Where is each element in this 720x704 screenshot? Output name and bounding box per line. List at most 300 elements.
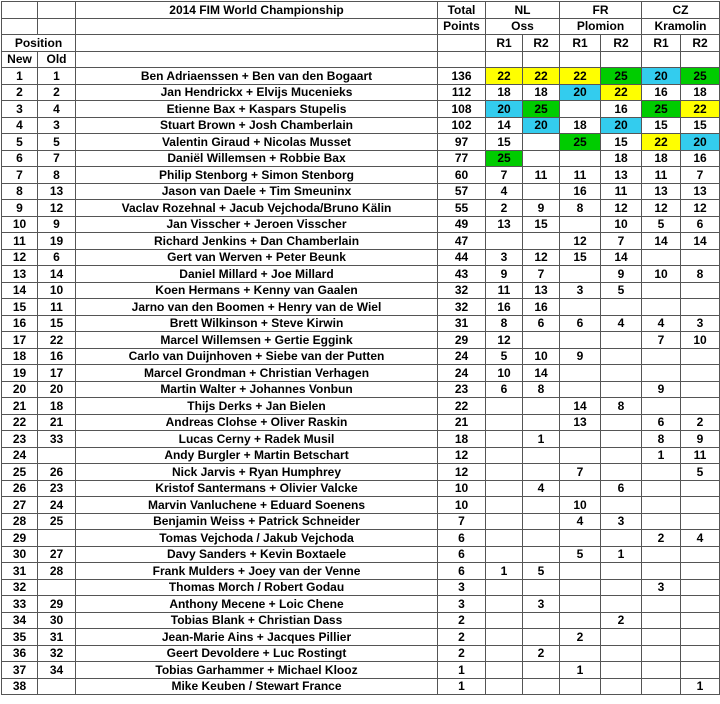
team-name-cell: Thomas Morch / Robert Godau xyxy=(76,579,438,596)
table-row xyxy=(2,216,720,233)
fr-r2-points-cell: 7 xyxy=(601,233,642,250)
total-points-cell: 12 xyxy=(438,464,486,481)
new-position-cell: 10 xyxy=(2,216,38,233)
old-position-cell xyxy=(38,447,76,464)
nl-r1-points-cell: 12 xyxy=(486,332,523,349)
cz-r1-points-cell: 5 xyxy=(642,216,681,233)
cz-r2-points-cell: 1 xyxy=(681,678,720,695)
team-name-cell: Kristof Santermans + Olivier Valcke xyxy=(76,480,438,497)
nl-r1-points-cell: 25 xyxy=(486,150,523,167)
team-name-cell: Benjamin Weiss + Patrick Schneider xyxy=(76,513,438,530)
cz-r1-points-cell: 16 xyxy=(642,84,681,101)
cz-r1-points-cell: 2 xyxy=(642,530,681,547)
table-row xyxy=(2,117,720,134)
team-name-cell: Tomas Vejchoda / Jakub Vejchoda xyxy=(76,530,438,547)
cz-r1-points-cell xyxy=(642,546,681,563)
total-points-cell: 32 xyxy=(438,282,486,299)
table-row xyxy=(2,530,720,547)
header-blank xyxy=(681,51,720,68)
nl-r1-points-cell: 5 xyxy=(486,348,523,365)
nl-r2-points-cell xyxy=(523,233,560,250)
fr-r2-points-cell: 6 xyxy=(601,480,642,497)
old-position-cell: 11 xyxy=(38,299,76,316)
fr-r1-points-cell: 14 xyxy=(560,398,601,415)
nl-r1-points-cell: 8 xyxy=(486,315,523,332)
table-row xyxy=(2,381,720,398)
cz-r2-points-cell: 20 xyxy=(681,134,720,151)
header-blank xyxy=(601,51,642,68)
team-name-cell: Daniël Willemsen + Robbie Bax xyxy=(76,150,438,167)
cz-r1-points-cell: 6 xyxy=(642,414,681,431)
nl-r2-points-cell xyxy=(523,134,560,151)
cz-r2-points-cell xyxy=(681,546,720,563)
nl-r2-points-cell xyxy=(523,546,560,563)
team-name-cell: Davy Sanders + Kevin Boxtaele xyxy=(76,546,438,563)
nl-r2-points-cell: 12 xyxy=(523,249,560,266)
nl-r2-points-cell xyxy=(523,150,560,167)
fr-r1-header: R1 xyxy=(560,35,601,52)
total-points-cell: 22 xyxy=(438,398,486,415)
table-row xyxy=(2,84,720,101)
nl-r1-points-cell xyxy=(486,480,523,497)
fr-r2-points-cell: 25 xyxy=(601,68,642,85)
cz-r2-points-cell xyxy=(681,579,720,596)
nl-r1-points-cell xyxy=(486,414,523,431)
cz-r1-points-cell xyxy=(642,464,681,481)
fr-r2-points-cell xyxy=(601,497,642,514)
cz-r1-points-cell xyxy=(642,662,681,679)
fr-r1-points-cell: 15 xyxy=(560,249,601,266)
cz-r2-points-cell: 8 xyxy=(681,266,720,283)
nl-r2-points-cell: 2 xyxy=(523,645,560,662)
cz-r2-points-cell: 22 xyxy=(681,101,720,118)
position-header: Position xyxy=(2,35,76,52)
fr-country-header: FR xyxy=(560,2,642,19)
team-name-cell: Thijs Derks + Jan Bielen xyxy=(76,398,438,415)
fr-r1-points-cell: 5 xyxy=(560,546,601,563)
new-position-cell: 21 xyxy=(2,398,38,415)
fr-r2-points-cell xyxy=(601,678,642,695)
nl-r2-points-cell xyxy=(523,398,560,415)
fr-r1-points-cell xyxy=(560,299,601,316)
old-position-cell: 22 xyxy=(38,332,76,349)
total-points-cell: 49 xyxy=(438,216,486,233)
nl-r1-points-cell xyxy=(486,398,523,415)
cz-r2-header: R2 xyxy=(681,35,720,52)
cz-r1-points-cell: 13 xyxy=(642,183,681,200)
fr-r2-points-cell xyxy=(601,381,642,398)
new-position-cell: 35 xyxy=(2,629,38,646)
table-row xyxy=(2,365,720,382)
cz-r2-points-cell: 7 xyxy=(681,167,720,184)
new-position-cell: 18 xyxy=(2,348,38,365)
cz-r2-points-cell xyxy=(681,645,720,662)
fr-r1-points-cell xyxy=(560,150,601,167)
nl-r2-points-cell: 1 xyxy=(523,431,560,448)
old-position-cell: 32 xyxy=(38,645,76,662)
nl-r1-points-cell xyxy=(486,579,523,596)
fr-r1-points-cell xyxy=(560,365,601,382)
fr-r1-points-cell: 6 xyxy=(560,315,601,332)
total-points-cell: 24 xyxy=(438,348,486,365)
total-points-cell: 24 xyxy=(438,365,486,382)
fr-r1-points-cell: 4 xyxy=(560,513,601,530)
team-name-cell: Jan Visscher + Jeroen Visscher xyxy=(76,216,438,233)
old-position-cell: 29 xyxy=(38,596,76,613)
cz-r2-points-cell: 2 xyxy=(681,414,720,431)
team-name-cell: Anthony Mecene + Loic Chene xyxy=(76,596,438,613)
team-name-cell: Lucas Cerny + Radek Musil xyxy=(76,431,438,448)
fr-r2-points-cell: 13 xyxy=(601,167,642,184)
fr-r1-points-cell: 20 xyxy=(560,84,601,101)
cz-r2-points-cell xyxy=(681,596,720,613)
standings-table xyxy=(1,1,720,695)
cz-r2-points-cell xyxy=(681,480,720,497)
fr-r1-points-cell: 16 xyxy=(560,183,601,200)
cz-r1-points-cell: 25 xyxy=(642,101,681,118)
old-position-cell: 24 xyxy=(38,497,76,514)
total-points-cell: 12 xyxy=(438,447,486,464)
new-position-cell: 37 xyxy=(2,662,38,679)
fr-r2-points-cell xyxy=(601,414,642,431)
nl-r1-points-cell xyxy=(486,530,523,547)
new-position-cell: 16 xyxy=(2,315,38,332)
total-points-cell: 6 xyxy=(438,563,486,580)
table-row xyxy=(2,480,720,497)
cz-r2-points-cell xyxy=(681,612,720,629)
new-position-cell: 2 xyxy=(2,84,38,101)
team-name-cell: Jason van Daele + Tim Smeuninx xyxy=(76,183,438,200)
cz-r2-points-cell: 11 xyxy=(681,447,720,464)
nl-r1-points-cell: 6 xyxy=(486,381,523,398)
header-blank xyxy=(38,2,76,19)
nl-r2-points-cell: 15 xyxy=(523,216,560,233)
header-blank xyxy=(438,35,486,52)
fr-r2-points-cell: 18 xyxy=(601,150,642,167)
old-position-cell xyxy=(38,530,76,547)
nl-r2-points-cell xyxy=(523,662,560,679)
cz-r2-points-cell xyxy=(681,662,720,679)
team-name-cell: Tobias Blank + Christian Dass xyxy=(76,612,438,629)
cz-r1-points-cell: 20 xyxy=(642,68,681,85)
cz-r1-points-cell: 18 xyxy=(642,150,681,167)
team-name-cell: Richard Jenkins + Dan Chamberlain xyxy=(76,233,438,250)
table-row xyxy=(2,266,720,283)
old-position-cell: 15 xyxy=(38,315,76,332)
cz-r2-points-cell xyxy=(681,513,720,530)
new-position-cell: 13 xyxy=(2,266,38,283)
fr-r2-points-cell: 11 xyxy=(601,183,642,200)
header-blank xyxy=(642,51,681,68)
fr-r2-points-cell xyxy=(601,464,642,481)
fr-r1-points-cell xyxy=(560,563,601,580)
nl-r1-points-cell xyxy=(486,431,523,448)
table-row xyxy=(2,200,720,217)
old-header: Old xyxy=(38,51,76,68)
nl-r1-header: R1 xyxy=(486,35,523,52)
nl-r1-points-cell xyxy=(486,447,523,464)
cz-r1-points-cell: 7 xyxy=(642,332,681,349)
fr-r2-points-cell: 5 xyxy=(601,282,642,299)
nl-r1-points-cell: 14 xyxy=(486,117,523,134)
total-points-cell: 44 xyxy=(438,249,486,266)
nl-r2-points-cell xyxy=(523,497,560,514)
nl-r2-points-cell: 5 xyxy=(523,563,560,580)
nl-r2-points-cell: 6 xyxy=(523,315,560,332)
standings-body xyxy=(2,68,720,695)
team-name-cell: Nick Jarvis + Ryan Humphrey xyxy=(76,464,438,481)
new-position-cell: 15 xyxy=(2,299,38,316)
team-name-cell: Mike Keuben / Stewart France xyxy=(76,678,438,695)
table-row xyxy=(2,68,720,85)
fr-r1-points-cell xyxy=(560,266,601,283)
new-position-cell: 34 xyxy=(2,612,38,629)
old-position-cell: 13 xyxy=(38,183,76,200)
table-row xyxy=(2,612,720,629)
cz-r2-points-cell: 4 xyxy=(681,530,720,547)
fr-r1-points-cell xyxy=(560,612,601,629)
cz-r1-points-cell xyxy=(642,678,681,695)
fr-r2-points-cell: 3 xyxy=(601,513,642,530)
new-position-cell: 36 xyxy=(2,645,38,662)
fr-r1-points-cell xyxy=(560,447,601,464)
cz-r1-points-cell xyxy=(642,645,681,662)
total-points-cell: 102 xyxy=(438,117,486,134)
nl-r1-points-cell xyxy=(486,497,523,514)
nl-r2-points-cell: 10 xyxy=(523,348,560,365)
team-name-cell: Brett Wilkinson + Steve Kirwin xyxy=(76,315,438,332)
nl-r2-points-cell: 7 xyxy=(523,266,560,283)
fr-r2-points-cell: 4 xyxy=(601,315,642,332)
total-points-cell: 57 xyxy=(438,183,486,200)
nl-r2-points-cell xyxy=(523,513,560,530)
old-position-cell: 18 xyxy=(38,398,76,415)
team-name-cell: Philip Stenborg + Simon Stenborg xyxy=(76,167,438,184)
new-position-cell: 25 xyxy=(2,464,38,481)
cz-r2-points-cell xyxy=(681,381,720,398)
new-position-cell: 14 xyxy=(2,282,38,299)
fr-r1-points-cell xyxy=(560,381,601,398)
old-position-cell: 23 xyxy=(38,480,76,497)
nl-r2-points-cell xyxy=(523,530,560,547)
cz-r2-points-cell xyxy=(681,348,720,365)
nl-r1-points-cell xyxy=(486,546,523,563)
total-points-cell: 23 xyxy=(438,381,486,398)
table-row xyxy=(2,546,720,563)
table-row xyxy=(2,497,720,514)
fr-r1-points-cell: 8 xyxy=(560,200,601,217)
cz-r1-points-cell: 10 xyxy=(642,266,681,283)
cz-r2-points-cell xyxy=(681,249,720,266)
new-position-cell: 28 xyxy=(2,513,38,530)
fr-r1-points-cell: 18 xyxy=(560,117,601,134)
old-position-cell: 20 xyxy=(38,381,76,398)
fr-r1-points-cell xyxy=(560,645,601,662)
nl-r1-points-cell xyxy=(486,464,523,481)
old-position-cell: 3 xyxy=(38,117,76,134)
fr-r2-points-cell: 2 xyxy=(601,612,642,629)
team-name-cell: Andy Burgler + Martin Betschart xyxy=(76,447,438,464)
table-row xyxy=(2,645,720,662)
cz-r2-points-cell xyxy=(681,398,720,415)
table-row xyxy=(2,101,720,118)
nl-r2-points-cell: 14 xyxy=(523,365,560,382)
nl-r1-points-cell xyxy=(486,596,523,613)
total-points-cell: 6 xyxy=(438,530,486,547)
total-points-cell: 31 xyxy=(438,315,486,332)
table-row xyxy=(2,332,720,349)
cz-r2-points-cell: 25 xyxy=(681,68,720,85)
cz-country-header: CZ xyxy=(642,2,720,19)
table-row xyxy=(2,233,720,250)
total-points-cell: 6 xyxy=(438,546,486,563)
nl-r1-points-cell: 9 xyxy=(486,266,523,283)
fr-r1-points-cell: 11 xyxy=(560,167,601,184)
fr-venue-header: Plomion xyxy=(560,18,642,35)
nl-r1-points-cell: 10 xyxy=(486,365,523,382)
new-position-cell: 38 xyxy=(2,678,38,695)
cz-r1-points-cell: 4 xyxy=(642,315,681,332)
fr-r2-points-cell xyxy=(601,645,642,662)
header-blank xyxy=(2,2,38,19)
nl-r2-points-cell: 11 xyxy=(523,167,560,184)
table-row xyxy=(2,596,720,613)
fr-r2-points-cell xyxy=(601,579,642,596)
team-name-cell: Marvin Vanluchene + Eduard Soenens xyxy=(76,497,438,514)
header-blank xyxy=(76,51,438,68)
cz-r1-points-cell: 12 xyxy=(642,200,681,217)
header-row-4 xyxy=(2,51,720,68)
nl-r2-points-cell xyxy=(523,447,560,464)
nl-r2-points-cell: 16 xyxy=(523,299,560,316)
fr-r2-points-cell: 12 xyxy=(601,200,642,217)
cz-r1-points-cell xyxy=(642,497,681,514)
fr-r2-points-cell xyxy=(601,431,642,448)
table-row xyxy=(2,431,720,448)
old-position-cell: 14 xyxy=(38,266,76,283)
fr-r2-points-cell: 8 xyxy=(601,398,642,415)
fr-r1-points-cell: 22 xyxy=(560,68,601,85)
nl-r2-points-cell xyxy=(523,464,560,481)
nl-r1-points-cell: 3 xyxy=(486,249,523,266)
fr-r1-points-cell: 9 xyxy=(560,348,601,365)
fr-r1-points-cell: 12 xyxy=(560,233,601,250)
fr-r2-points-cell xyxy=(601,332,642,349)
header-blank xyxy=(38,18,76,35)
nl-venue-header: Oss xyxy=(486,18,560,35)
new-position-cell: 7 xyxy=(2,167,38,184)
old-position-cell: 4 xyxy=(38,101,76,118)
old-position-cell: 12 xyxy=(38,200,76,217)
header-row-2 xyxy=(2,18,720,35)
old-position-cell: 10 xyxy=(38,282,76,299)
old-position-cell: 31 xyxy=(38,629,76,646)
fr-r2-points-cell xyxy=(601,447,642,464)
table-row xyxy=(2,414,720,431)
table-row xyxy=(2,464,720,481)
fr-r1-points-cell: 7 xyxy=(560,464,601,481)
team-name-cell: Gert van Werven + Peter Beunk xyxy=(76,249,438,266)
new-position-cell: 9 xyxy=(2,200,38,217)
cz-r2-points-cell: 9 xyxy=(681,431,720,448)
nl-r2-points-cell xyxy=(523,414,560,431)
nl-r1-points-cell: 16 xyxy=(486,299,523,316)
new-header: New xyxy=(2,51,38,68)
cz-r2-points-cell: 10 xyxy=(681,332,720,349)
total-points-cell: 2 xyxy=(438,612,486,629)
header-blank xyxy=(486,51,523,68)
fr-r2-points-cell xyxy=(601,563,642,580)
table-row xyxy=(2,183,720,200)
nl-r1-points-cell: 20 xyxy=(486,101,523,118)
nl-r2-points-cell: 8 xyxy=(523,381,560,398)
nl-r2-points-cell xyxy=(523,183,560,200)
nl-r2-points-cell xyxy=(523,579,560,596)
table-row xyxy=(2,629,720,646)
nl-r2-points-cell: 4 xyxy=(523,480,560,497)
team-name-cell: Martin Walter + Johannes Vonbun xyxy=(76,381,438,398)
nl-r1-points-cell: 22 xyxy=(486,68,523,85)
cz-r2-points-cell: 14 xyxy=(681,233,720,250)
table-row xyxy=(2,563,720,580)
nl-r1-points-cell xyxy=(486,678,523,695)
table-row xyxy=(2,299,720,316)
fr-r1-points-cell xyxy=(560,480,601,497)
new-position-cell: 4 xyxy=(2,117,38,134)
fr-r2-points-cell xyxy=(601,530,642,547)
total-points-cell: 1 xyxy=(438,662,486,679)
table-row xyxy=(2,579,720,596)
team-name-cell: Ben Adriaenssen + Ben van den Bogaart xyxy=(76,68,438,85)
cz-r1-points-cell: 15 xyxy=(642,117,681,134)
nl-r2-points-cell: 3 xyxy=(523,596,560,613)
fr-r2-points-cell: 22 xyxy=(601,84,642,101)
old-position-cell xyxy=(38,579,76,596)
fr-r2-points-cell xyxy=(601,299,642,316)
old-position-cell: 9 xyxy=(38,216,76,233)
total-points-cell: 18 xyxy=(438,431,486,448)
old-position-cell xyxy=(38,678,76,695)
fr-r2-points-cell: 15 xyxy=(601,134,642,151)
fr-r1-points-cell: 25 xyxy=(560,134,601,151)
total-header: Total xyxy=(438,2,486,19)
cz-r1-points-cell xyxy=(642,629,681,646)
fr-r1-points-cell xyxy=(560,332,601,349)
fr-r1-points-cell: 3 xyxy=(560,282,601,299)
new-position-cell: 31 xyxy=(2,563,38,580)
table-row xyxy=(2,249,720,266)
team-name-cell: Daniel Millard + Joe Millard xyxy=(76,266,438,283)
new-position-cell: 24 xyxy=(2,447,38,464)
team-name-cell: Geert Devoldere + Luc Rostingt xyxy=(76,645,438,662)
team-name-cell: Stuart Brown + Josh Chamberlain xyxy=(76,117,438,134)
total-points-cell: 97 xyxy=(438,134,486,151)
cz-r2-points-cell: 6 xyxy=(681,216,720,233)
team-name-cell: Valentin Giraud + Nicolas Musset xyxy=(76,134,438,151)
nl-r1-points-cell: 15 xyxy=(486,134,523,151)
old-position-cell: 21 xyxy=(38,414,76,431)
new-position-cell: 20 xyxy=(2,381,38,398)
new-position-cell: 11 xyxy=(2,233,38,250)
old-position-cell: 27 xyxy=(38,546,76,563)
old-position-cell: 8 xyxy=(38,167,76,184)
cz-r1-points-cell xyxy=(642,398,681,415)
new-position-cell: 3 xyxy=(2,101,38,118)
nl-r1-points-cell: 4 xyxy=(486,183,523,200)
total-points-cell: 3 xyxy=(438,579,486,596)
new-position-cell: 33 xyxy=(2,596,38,613)
fr-r1-points-cell xyxy=(560,431,601,448)
